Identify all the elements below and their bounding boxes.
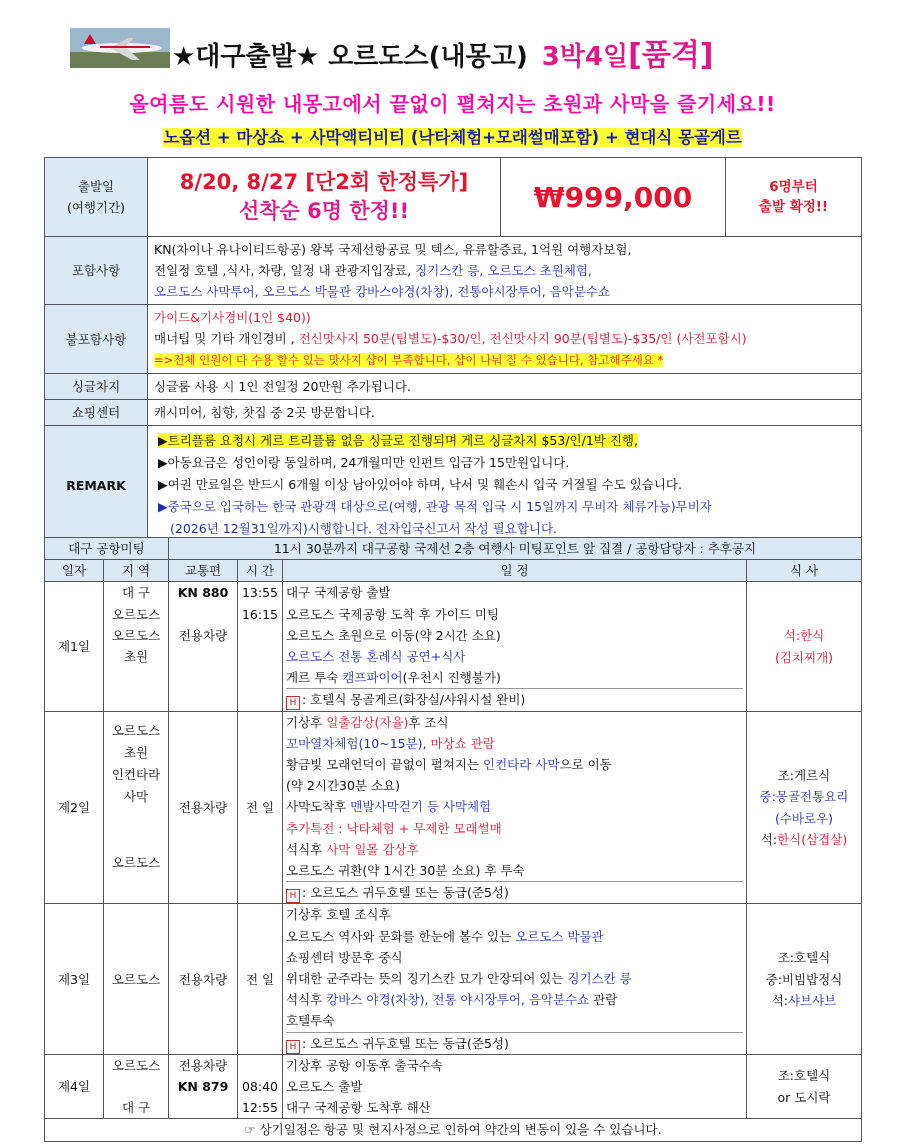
day4-transport-text: 전용차량 bbox=[178, 1057, 228, 1073]
day1-meal-1: 석:한식 bbox=[783, 628, 825, 644]
day-row-3 bbox=[45, 904, 862, 1054]
day3-s4 bbox=[286, 968, 743, 989]
day1-flight: KN 880 bbox=[177, 585, 229, 601]
day2-s3b: 인컨타라 사막 bbox=[483, 757, 560, 773]
include-line-2 bbox=[154, 260, 855, 281]
price-cell bbox=[501, 158, 726, 237]
day3-meal-3 bbox=[750, 990, 858, 1011]
col-region: 지 역 bbox=[104, 560, 169, 582]
exclude-line-2b: 전신맛사지 50분(팁별도)-$30/인, 전신맛사지 90분(팁별도)-$35/인 (사전포함시) bbox=[294, 331, 747, 346]
day2-s2 bbox=[286, 733, 743, 754]
day3-region: 오르도스 bbox=[104, 904, 169, 1054]
day2-meal-1: 조:게르식 bbox=[777, 768, 831, 784]
remark-1: ▶트리플룸 요청시 게르 트리플룸 없음 싱글로 진행되며 게르 싱글차지 $53/인/1박 진행, bbox=[158, 433, 638, 448]
day3-s5a: 석식후 bbox=[286, 992, 327, 1008]
remark-2: ▶아동요금은 성인이랑 동일하며, 24개월미만 인펀트 입금가 15만원입니다. bbox=[158, 455, 570, 470]
exclude-cell bbox=[148, 305, 862, 374]
departure-dates-cell bbox=[148, 158, 501, 237]
title-duration: 3박4일 bbox=[541, 42, 629, 72]
day1-s3: 오르도스 초원으로 이동(약 2시간 소요) bbox=[286, 627, 501, 643]
day2-region-1: 오르도스 bbox=[111, 722, 161, 738]
day3-s2b: 오르도스 박물관 bbox=[515, 928, 604, 944]
remark-cell bbox=[148, 426, 862, 545]
day3-hotel-text: : 오르도스 귀두호텔 또는 동급(준5성) bbox=[302, 1035, 509, 1051]
include-line-2b: 징기스칸 릉, 오르도스 초원체험, bbox=[411, 263, 592, 278]
day2-s1a: 기상후 bbox=[286, 714, 327, 730]
day4-time-1: 08:40 bbox=[241, 1079, 279, 1095]
exclude-line-3 bbox=[154, 349, 855, 371]
meeting-label: 대구 공항미팅 bbox=[45, 538, 169, 560]
day2-s2a: 꼬마열차체험(10~15분), bbox=[286, 735, 427, 751]
day4-region-1: 오르도스 bbox=[111, 1057, 161, 1073]
day1-time bbox=[238, 582, 283, 711]
day3-label: 제3일 bbox=[45, 904, 104, 1054]
day1-s5a: 게르 투숙 bbox=[286, 670, 343, 686]
exclude-line-2a: 매너팁 및 기타 개인경비 , bbox=[154, 331, 295, 346]
day3-meal-3a: 석: bbox=[771, 992, 788, 1008]
day1-s1: 대구 국제공항 출발 bbox=[286, 585, 391, 601]
day1-s2: 오르도스 국제공항 도착 후 가이드 미팅 bbox=[286, 606, 500, 622]
day2-label: 제2일 bbox=[45, 711, 104, 904]
include-line-1: KN(차이나 유나이티드항공) 왕복 국제선항공료 및 텍스, 유류할증료, 1억원 여행자보험, bbox=[154, 242, 632, 257]
day3-s3: 쇼핑센터 방문후 중식 bbox=[286, 949, 403, 965]
col-schedule: 일 정 bbox=[283, 560, 747, 582]
day1-region-2: 오르도스 bbox=[111, 606, 161, 622]
remark-line-1 bbox=[158, 430, 855, 452]
hotel-icon: H bbox=[286, 889, 300, 903]
features-line bbox=[0, 124, 905, 148]
day3-s1: 기상후 호텔 조식후 bbox=[286, 907, 391, 923]
day2-time: 전 일 bbox=[238, 711, 283, 904]
day2-s8: 오르도스 귀환(약 1시간 30분 소요) 후 투숙 bbox=[286, 863, 525, 879]
day2-region-5: 오르도스 bbox=[111, 854, 161, 870]
col-time: 시 간 bbox=[238, 560, 283, 582]
title-grade: [품격] bbox=[628, 38, 714, 73]
day3-s5b: 캉바스 야경(차창), 전통 야시장투어, 음악분수쇼 bbox=[326, 992, 590, 1008]
day4-region bbox=[104, 1054, 169, 1119]
shop-text: 캐시미어, 침향, 찻집 중 2곳 방문합니다. bbox=[148, 400, 862, 426]
day4-schedule bbox=[283, 1054, 747, 1119]
min-people-1: 6명부터 bbox=[769, 179, 818, 195]
hotel-icon: H bbox=[286, 1040, 300, 1054]
day3-schedule bbox=[283, 904, 747, 1054]
day1-s5 bbox=[286, 667, 743, 688]
day3-time: 전 일 bbox=[238, 904, 283, 1054]
day2-schedule bbox=[283, 711, 747, 904]
day2-hotel bbox=[286, 881, 743, 903]
subtitle: 올여름도 시원한 내몽고에서 끝없이 펼쳐지는 초원과 사막을 즐기세요!! bbox=[129, 92, 776, 116]
day1-time-2: 16:15 bbox=[241, 606, 279, 622]
day2-s3a: 황금빛 모래언덕이 끝없이 펼쳐지는 bbox=[286, 757, 484, 773]
day2-s3c: 으로 이동 bbox=[559, 757, 612, 773]
departure-label: 출발일 bbox=[77, 179, 115, 194]
info-table bbox=[44, 157, 862, 545]
day1-label: 제1일 bbox=[45, 582, 104, 711]
day2-meal-4b: 한식(삼겹살) bbox=[777, 831, 848, 847]
day1-s5c: (우천시 진행불가) bbox=[402, 670, 501, 686]
day1-meal bbox=[747, 582, 862, 711]
col-transport: 교통편 bbox=[169, 560, 238, 582]
day2-s2b: 마상쇼 관람 bbox=[426, 735, 495, 751]
day1-hotel-text: : 호텔식 몽골게르(화장실/샤워시설 완비) bbox=[302, 692, 526, 708]
day2-transport: 전용차량 bbox=[169, 711, 238, 904]
airplane-logo bbox=[70, 28, 170, 68]
day4-s1: 기상후 공항 이동후 출국수속 bbox=[286, 1057, 443, 1073]
include-label: 포함사항 bbox=[45, 237, 148, 305]
title-main: ★대구출발★ 오르도스(내몽고) bbox=[172, 42, 528, 72]
departure-sub: (여행기간) bbox=[66, 200, 126, 215]
hotel-icon: H bbox=[286, 696, 300, 710]
exclude-line-1: 가이드&기사경비(1인 $40)) bbox=[154, 310, 311, 325]
meeting-text: 11시 30분까지 대구공항 국제선 2층 여행사 미팅포인트 앞 집결 / 공항담당자 : 추후공지 bbox=[169, 538, 862, 560]
single-text: 싱글룸 사용 시 1인 전일정 20만원 추가됩니다. bbox=[148, 374, 862, 400]
day1-s5b: 캠프파이어 bbox=[342, 670, 403, 686]
day1-region-4: 초원 bbox=[123, 649, 149, 665]
exclude-line-2 bbox=[154, 328, 855, 349]
day2-s7 bbox=[286, 839, 743, 860]
day4-s3: 대구 국제공항 도착후 해산 bbox=[286, 1100, 431, 1116]
day1-region-1: 대 구 bbox=[121, 585, 151, 601]
day1-s4: 오르도스 전통 혼례식 공연+식사 bbox=[286, 649, 466, 665]
day2-meal-4 bbox=[750, 829, 858, 850]
day-row-4 bbox=[45, 1054, 862, 1119]
day3-meal bbox=[747, 904, 862, 1054]
day4-meal-1: 조:호텔식 bbox=[777, 1068, 831, 1084]
col-day: 일자 bbox=[45, 560, 104, 582]
day4-region-2: 대 구 bbox=[121, 1100, 151, 1116]
day2-s7b: 사막 일몰 감상후 bbox=[326, 841, 419, 857]
day3-s4b: 징기스칸 릉 bbox=[567, 971, 632, 987]
remark-5: (2026년 12월31일까지)시행합니다. 전자입국신고서 작성 필요합니다. bbox=[170, 521, 558, 536]
day2-hotel-text: : 오르도스 귀두호텔 또는 동급(준5성) bbox=[302, 885, 509, 901]
day-row-2 bbox=[45, 711, 862, 904]
day2-region bbox=[104, 711, 169, 904]
day3-s6: 호텔투숙 bbox=[286, 1013, 335, 1029]
include-cell bbox=[148, 237, 862, 305]
day3-meal-3b: 샤브샤브 bbox=[787, 992, 837, 1008]
day1-hotel bbox=[286, 688, 743, 710]
day2-s3 bbox=[286, 754, 743, 775]
remark-4: ▶중국으로 입국하는 한국 관광객 대상으로(여행, 관광 목적 입국 시 15일까지 무비자 체류가능)무비자 bbox=[158, 499, 712, 514]
price: ₩999,000 bbox=[533, 180, 693, 214]
exclude-label: 불포함사항 bbox=[45, 305, 148, 374]
day4-s2: 오르도스 출발 bbox=[286, 1079, 363, 1095]
itinerary-footer-note: ☞ 상기일정은 항공 및 현지사정으로 인하여 약간의 변동이 있을 수 있습니다. bbox=[45, 1119, 862, 1141]
day2-s4: (약 2시간30분 소요) bbox=[286, 778, 401, 794]
day-row-1 bbox=[45, 582, 862, 711]
day3-s4a: 위대한 군주라는 뜻의 징기스칸 묘가 안장되어 있는 bbox=[286, 971, 568, 987]
day1-transport-text: 전용차량 bbox=[178, 627, 228, 643]
day4-transport bbox=[169, 1054, 238, 1119]
day2-region-3: 인컨타라 bbox=[111, 766, 161, 782]
day3-s2a: 오르도스 역사와 문화를 한눈에 볼수 있는 bbox=[286, 928, 516, 944]
day3-meal-1: 조:호텔식 bbox=[777, 950, 831, 966]
day1-meal-2: (김치찌개) bbox=[774, 649, 834, 665]
day2-s6: 추가특전 : 낙타체험 + 무제한 모래썰매 bbox=[286, 820, 502, 836]
min-people-cell bbox=[726, 158, 862, 237]
day1-transport bbox=[169, 582, 238, 711]
day1-region bbox=[104, 582, 169, 711]
day4-meal bbox=[747, 1054, 862, 1119]
day2-s5 bbox=[286, 796, 743, 817]
day3-s5c: 관람 bbox=[589, 992, 618, 1008]
page-title bbox=[172, 30, 714, 74]
limit-text: 선착순 6명 한정!! bbox=[238, 199, 410, 223]
shop-label: 쇼핑센터 bbox=[45, 400, 148, 426]
day4-meal-2: or 도시락 bbox=[777, 1089, 831, 1105]
exclude-note: =>전체 인원이 다 수용 할수 있는 맛사지 샵이 부족합니다, 샵이 나눠 질 수 있습니다, 참고해주세요 * bbox=[154, 353, 664, 367]
day2-s1 bbox=[286, 712, 743, 733]
day2-region-2: 초원 bbox=[123, 744, 149, 760]
remark-3: ▶여권 만료일은 반드시 6개월 이상 남아있어야 하며, 낙서 및 훼손시 입국 거절될 수도 있습니다. bbox=[158, 477, 682, 492]
day3-meal-2: 중:비빔밥정식 bbox=[765, 971, 843, 987]
day3-transport: 전용차량 bbox=[169, 904, 238, 1054]
day2-s1b: 일출감상(자율) bbox=[326, 714, 409, 730]
min-people-2: 출발 확정!! bbox=[758, 199, 829, 215]
features-text: 노옵션 + 마상쇼 + 사막액티비티 (낙타체험+모래썰매포함) + 현대식 몽골게르 bbox=[163, 128, 742, 147]
departure-dates: 8/20, 8/27 [단2회 한정특가] bbox=[179, 170, 469, 194]
single-label: 싱글차지 bbox=[45, 374, 148, 400]
day4-time bbox=[238, 1054, 283, 1119]
day4-flight: KN 879 bbox=[177, 1079, 229, 1095]
day2-s5a: 사막도착후 bbox=[286, 799, 351, 815]
itinerary-table bbox=[44, 537, 862, 1142]
day3-s5 bbox=[286, 989, 743, 1010]
include-line-2a: 전일정 호텔 ,식사, 차량, 일정 내 관광지입장료, bbox=[154, 263, 412, 278]
day1-time-1: 13:55 bbox=[241, 585, 279, 601]
remark-label: REMARK bbox=[45, 426, 148, 545]
day4-time-2: 12:55 bbox=[241, 1100, 279, 1116]
include-line-3: 오르도스 사막투어, 오르도스 박물관 캉바스야경(차창), 전통야시장투어, 음악분수쇼 bbox=[154, 284, 611, 299]
day2-meal-3: (수바로우) bbox=[774, 810, 834, 826]
day2-meal-2: 중:몽골전통요리 bbox=[759, 789, 849, 805]
day4-label: 제4일 bbox=[45, 1054, 104, 1119]
day3-s2 bbox=[286, 926, 743, 947]
day2-region-4: 사막 bbox=[123, 788, 149, 804]
day2-meal bbox=[747, 711, 862, 904]
day2-meal-4a: 석: bbox=[760, 831, 778, 847]
day3-hotel bbox=[286, 1032, 743, 1054]
day2-s7a: 석식후 bbox=[286, 841, 327, 857]
day1-region-3: 오르도스 bbox=[111, 627, 161, 643]
day1-schedule bbox=[283, 582, 747, 711]
departure-label-cell bbox=[45, 158, 148, 237]
day2-s1c: 후 조식 bbox=[408, 714, 449, 730]
col-meal: 식 사 bbox=[747, 560, 862, 582]
day2-s5b: 맨발사막걷기 등 사막체험 bbox=[350, 799, 492, 815]
